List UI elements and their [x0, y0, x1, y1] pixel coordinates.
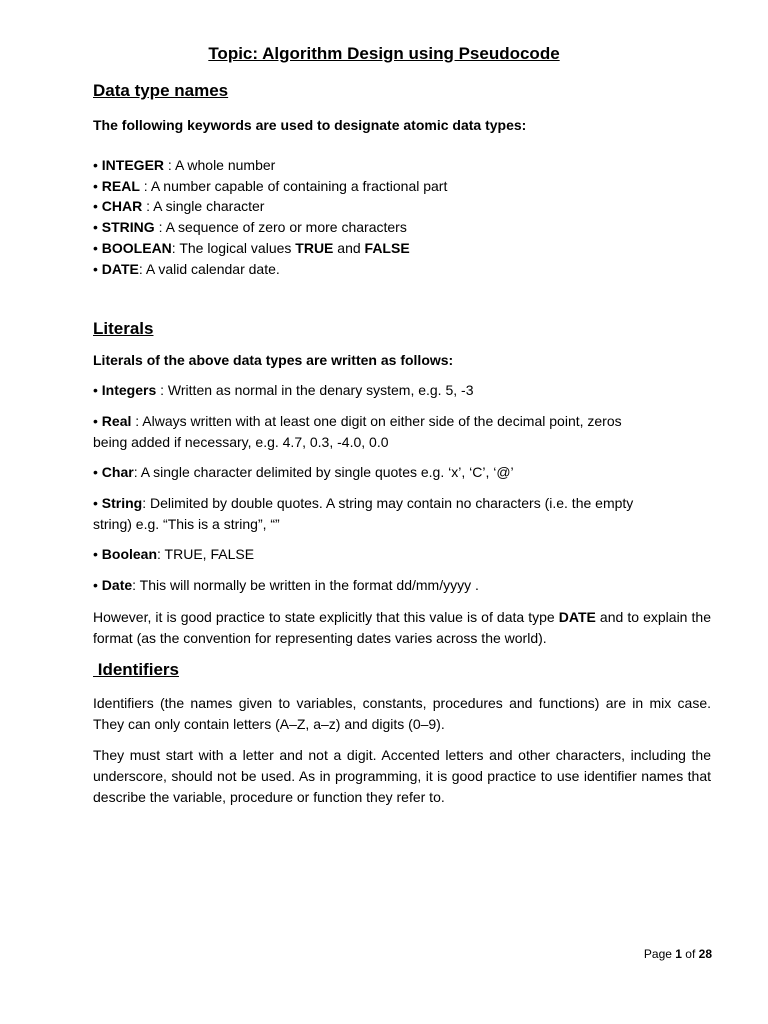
literal-string-line1 [93, 495, 633, 511]
heading-literals: Literals [93, 319, 154, 338]
term: CHAR [101, 198, 143, 214]
list-item [93, 157, 275, 173]
bullet: • [93, 495, 102, 511]
literal-boolean [93, 546, 254, 562]
heading-identifiers: Identifiers [93, 660, 179, 679]
list-item [93, 178, 447, 194]
desc: : Delimited by double quotes. A string may contain no characters (i.e. the empty [142, 495, 634, 511]
literal-real-line2: being added if necessary, e.g. 4.7, 0.3, -4.0, 0.0 [93, 434, 389, 450]
desc: A number capable of containing a fractional part [150, 178, 448, 194]
bullet: • [93, 546, 102, 562]
list-item [93, 240, 410, 256]
desc: A valid calendar date. [145, 261, 280, 277]
term: String [101, 495, 143, 511]
term: DATE [101, 261, 139, 277]
true-keyword: TRUE [295, 240, 334, 256]
bullet: • [93, 464, 102, 480]
sep: : [154, 219, 166, 235]
total-pages: 28 [698, 947, 712, 961]
literal-char [93, 464, 514, 480]
datatypes-intro: The following keywords are used to designate atomic data types: [93, 117, 527, 133]
desc: : TRUE, FALSE [157, 546, 255, 562]
of-word: of [681, 947, 699, 961]
term: Char [101, 464, 134, 480]
sep: : [139, 178, 151, 194]
bullet: • [93, 219, 102, 235]
page-title: Topic: Algorithm Design using Pseudocode [208, 44, 560, 63]
bullet: • [93, 198, 102, 214]
however-text-a: However, it is good practice to state explicitly that this value is of data type [93, 609, 559, 625]
desc: : Written as normal in the denary system, e.g. 5, -3 [156, 382, 474, 398]
term: Boolean [101, 546, 158, 562]
literal-real-line1 [93, 413, 622, 429]
term: STRING [101, 219, 155, 235]
desc: A whole number [174, 157, 276, 173]
term: Integers [101, 382, 157, 398]
bullet: • [93, 413, 102, 429]
list-item [93, 198, 264, 214]
bullet: • [93, 157, 102, 173]
identifiers-paragraph-1: Identifiers (the names given to variables, constants, procedures and functions) are in mix case. They can only contain letters (A–Z, a–z) and digits (0–9). [93, 695, 711, 732]
desc: The logical values [179, 240, 296, 256]
current-page: 1 [675, 947, 682, 961]
literal-integers [93, 382, 473, 398]
term: INTEGER [101, 157, 165, 173]
sep: : [171, 240, 180, 256]
sep: : [164, 157, 175, 173]
identifiers-paragraph-2: They must start with a letter and not a digit. Accented letters and other characters, including the underscore, should not be used. As in programming, it is good practice to use identifier names that describe the variable, procedure or function they refer to. [93, 747, 711, 805]
and-word: and [333, 240, 365, 256]
term: Date [101, 577, 133, 593]
desc: : A single character delimited by single quotes e.g. ‘x’, ‘C’, ‘@’ [133, 464, 514, 480]
page-word: Page [643, 947, 676, 961]
desc: : Always written with at least one digit on either side of the decimal point, zeros [131, 413, 622, 429]
bullet: • [93, 261, 102, 277]
term: Real [101, 413, 132, 429]
however-text-b: and to explain the format (as the convention for representing dates varies across the world). [93, 609, 711, 646]
literals-intro: Literals of the above data types are written as follows: [93, 352, 454, 368]
desc: A single character [153, 198, 265, 214]
literal-string-line2: string) e.g. “This is a string”, “” [93, 516, 280, 532]
list-item [93, 261, 280, 277]
term: BOOLEAN [101, 240, 172, 256]
list-item [93, 219, 407, 235]
heading-data-type-names: Data type names [93, 81, 229, 100]
date-keyword: DATE [558, 609, 596, 625]
desc: A sequence of zero or more characters [165, 219, 407, 235]
sep: : [138, 261, 146, 277]
bullet: • [93, 240, 102, 256]
page-number [644, 947, 712, 961]
term: REAL [101, 178, 140, 194]
literals-however-paragraph [93, 607, 711, 649]
literal-date [93, 577, 479, 593]
bullet: • [93, 382, 102, 398]
false-keyword: FALSE [364, 240, 410, 256]
bullet: • [93, 178, 102, 194]
bullet: • [93, 577, 102, 593]
sep: : [142, 198, 154, 214]
desc: : This will normally be written in the format dd/mm/yyyy . [132, 577, 479, 593]
